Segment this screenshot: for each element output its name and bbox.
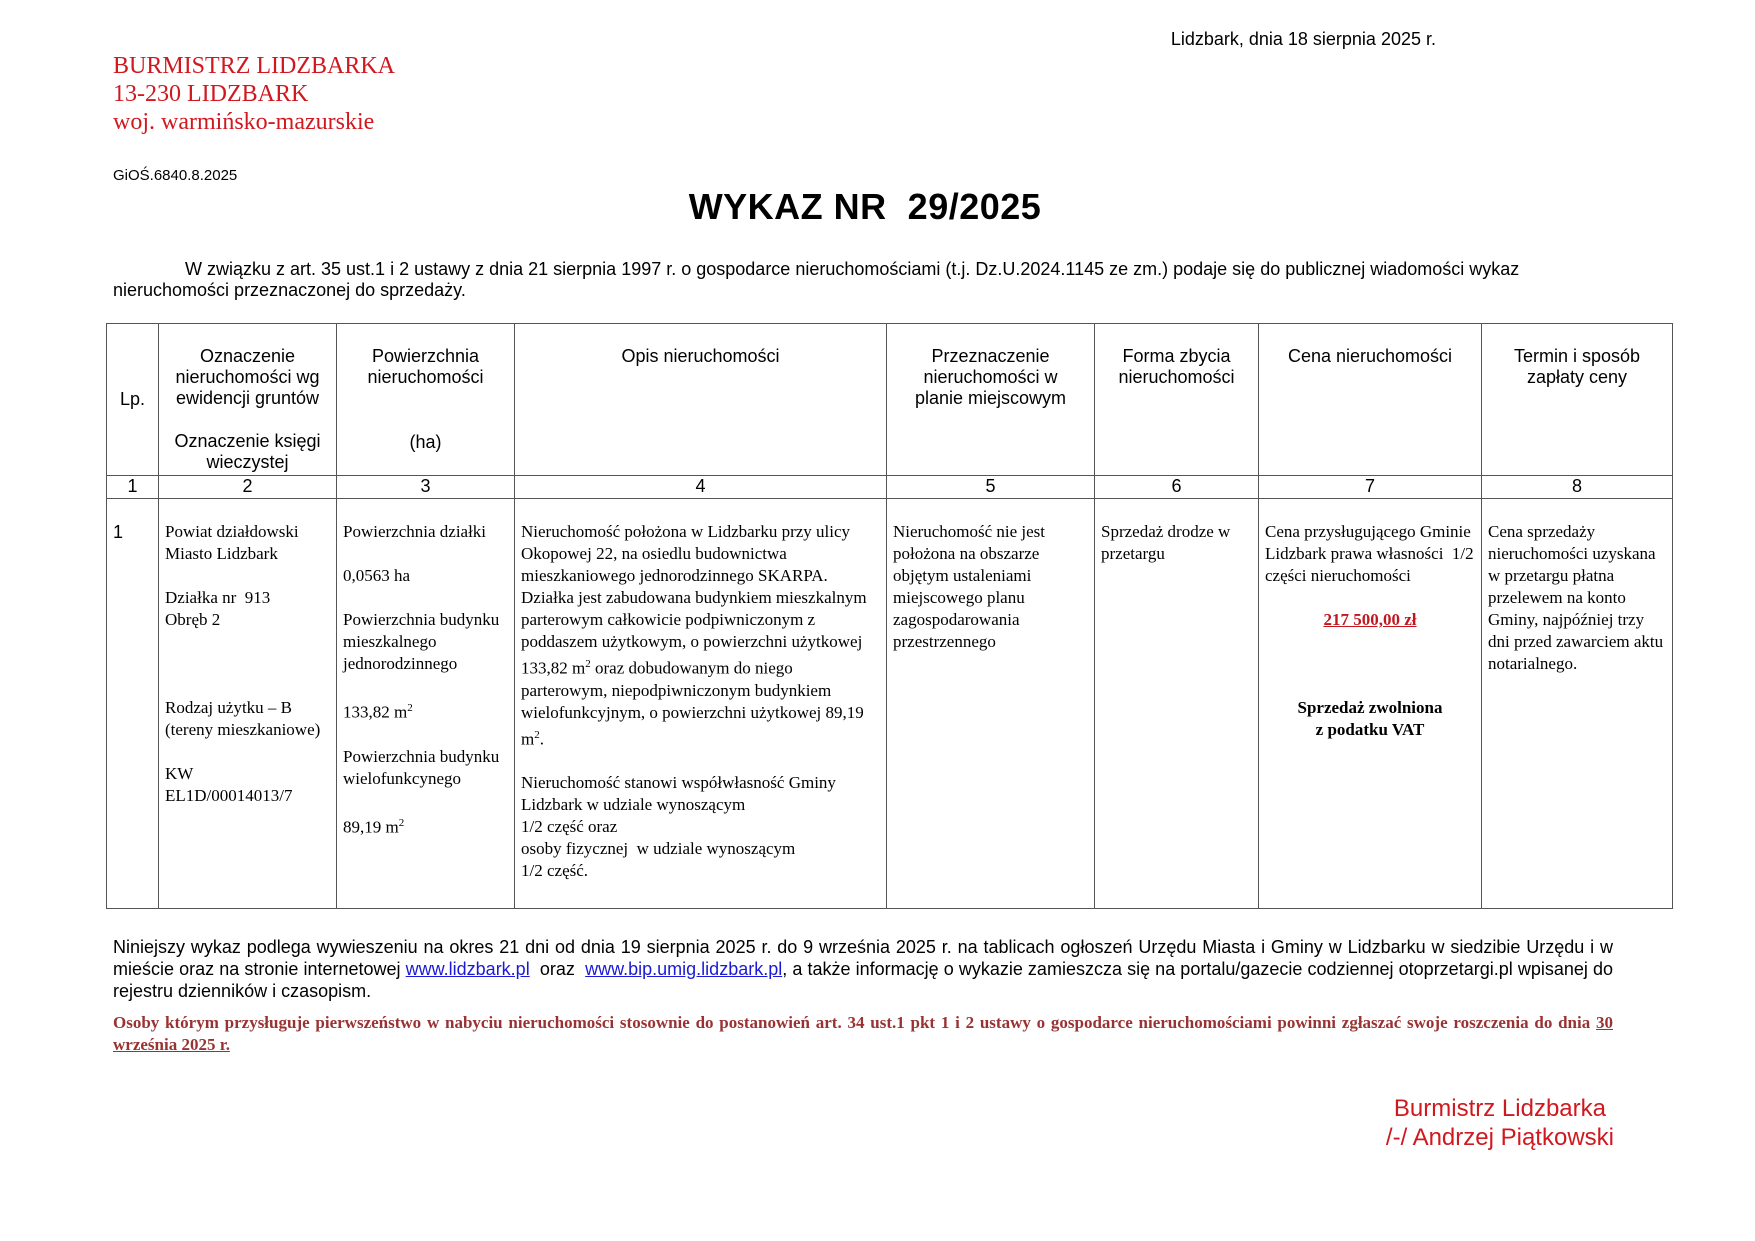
vat-exemption-line2: z podatku VAT bbox=[1315, 720, 1425, 739]
land-register-number: EL1D/00014013/7 bbox=[165, 786, 293, 805]
intro-paragraph bbox=[113, 259, 1593, 301]
intro-text: W związku z art. 35 ust.1 i 2 ustawy z dnia 21 sierpnia 1997 r. o gospodarce nieruchomościami (t.j. Dz.U.2024.1145 ze zm.) podaje się do publicznej wiadomości wykaz nieruchomości przeznaczonej do sprzedaży. bbox=[113, 259, 1520, 300]
column-number: 7 bbox=[1259, 476, 1482, 499]
document-date: Lidzbark, dnia 18 sierpnia 2025 r. bbox=[1170, 29, 1436, 49]
header-land-designation: Oznaczenie nieruchomości wg ewidencji gruntów Oznaczenie księgi wieczystej bbox=[159, 324, 337, 476]
signature-name: /-/ Andrzej Piątkowski bbox=[1385, 1124, 1614, 1151]
issuer-block bbox=[113, 52, 395, 136]
column-number: 5 bbox=[887, 476, 1095, 499]
document-title: WYKAZ NR 29/2025 bbox=[688, 186, 1042, 227]
column-number: 4 bbox=[515, 476, 887, 499]
table-row bbox=[107, 499, 1673, 909]
posting-notice: Niniejszy wykaz podlega wywieszeniu na okres 21 dni od dnia 19 sierpnia 2025 r. do 9 września 2025 r. na tablicach ogłoszeń Urzędu Miasta i Gminy w Lidzbarku w siedzibie Urzędu i w mieście oraz na stronie internetowej www.lidzbark.pl oraz www.bip.umig.lidzbark.pl, a także informację o wykazie zamieszcza się na portalu/gazecie codziennej otoprzetargi.pl wpisanej do rejestru dzienników i czasopism. bbox=[113, 937, 1613, 1001]
signature-block bbox=[1386, 1094, 1614, 1152]
property-table bbox=[106, 323, 1673, 909]
row-disposal-form: Sprzedaż drodze w przetargu bbox=[1095, 499, 1259, 909]
header-disposal-form: Forma zbycia nieruchomości bbox=[1095, 324, 1259, 476]
column-number: 3 bbox=[337, 476, 515, 499]
issuer-name: BURMISTRZ LIDZBARKA bbox=[113, 53, 396, 79]
column-number: 2 bbox=[159, 476, 337, 499]
priority-notice: Osoby którym przysługuje pierwszeństwo w nabyciu nieruchomości stosownie do postanowień art. 34 ust.1 pkt 1 i 2 ustawy o gospodarce nieruchomościami powinni zgłaszać swoje roszczenia do dnia 30 września 2025 r. bbox=[113, 1013, 1613, 1054]
link-bip[interactable]: www.bip.umig.lidzbark.pl bbox=[585, 959, 783, 979]
plot-area-value: 0,0563 ha bbox=[343, 566, 411, 585]
row-payment-terms: Cena sprzedaży nieruchomości uzyskana w przetargu płatna przelewem na konto Gminy, najpóźniej trzy dni przed zawarciem aktu notarialnego. bbox=[1482, 499, 1673, 909]
header-zoning: Przeznaczenie nieruchomości w planie miejscowym bbox=[887, 324, 1095, 476]
header-price: Cena nieruchomości bbox=[1259, 324, 1482, 476]
row-lp: 1 bbox=[107, 499, 159, 909]
header-lp: Lp. bbox=[107, 324, 159, 476]
row-area: Powierzchnia działki 0,0563 ha Powierzchnia budynku mieszkalnego jednorodzinnego 133,82 $m^2$ Powierzchnia budynku wielofunkcynego 89,19 $m^2$ bbox=[337, 499, 515, 909]
column-number: 8 bbox=[1482, 476, 1673, 499]
house-area-value: 133,82 $m^2$ bbox=[343, 702, 413, 722]
reference-number: GiOŚ.6840.8.2025 bbox=[113, 167, 238, 184]
row-land-designation: Powiat działdowski Miasto Lidzbark Działka nr 913 Obręb 2 Rodzaj użytku – B (tereny mieszkaniowe) KW EL1D/00014013/7 bbox=[159, 499, 337, 909]
issuer-postal-address: 13-230 LIDZBARK bbox=[113, 81, 309, 107]
header-area: Powierzchnia nieruchomości (ha) bbox=[337, 324, 515, 476]
row-zoning: Nieruchomość nie jest położona na obszarze objętym ustaleniami miejscowego planu zagospodarowania przestrzennego bbox=[887, 499, 1095, 909]
table-header-row bbox=[107, 324, 1673, 476]
column-number: 1 bbox=[107, 476, 159, 499]
link-lidzbark[interactable]: www.lidzbark.pl bbox=[405, 959, 530, 979]
column-number-row bbox=[107, 476, 1673, 499]
signature-title: Burmistrz Lidzbarka bbox=[1393, 1095, 1606, 1122]
priority-deadline: 30 września 2025 r. bbox=[113, 1013, 1613, 1054]
header-description: Opis nieruchomości bbox=[515, 324, 887, 476]
multi-building-area-value: 89,19 $m^2$ bbox=[343, 816, 405, 837]
issuer-voivodeship: woj. warmińsko-mazurskie bbox=[113, 109, 375, 135]
price-value: 217 500,00 zł bbox=[1323, 610, 1417, 629]
row-price: Cena przysługującego Gminie Lidzbark prawa własności 1/2 części nieruchomości 217 500,00 zł Sprzedaż zwolniona z podatku VAT bbox=[1259, 499, 1482, 909]
row-description: Nieruchomość położona w Lidzbarku przy ulicy Okopowej 22, na osiedlu budownictwa mieszkaniowego jednorodzinnego SKARPA. Działka jest zabudowana budynkiem mieszkalnym parterowym całkowicie podpiwniczonym z poddaszem użytkowym, o powierzchni użytkowej 133,82 $m^2$ oraz dobudowanym do niego parterowym, niepodpiwniczonym budynkiem wielofunkcyjnym, o powierzchni użytkowej 89,19 $m^2$. Nieruchomość stanowi współwłasność Gminy Lidzbark w udziale wynoszącym 1/2 część oraz osoby fizycznej w udziale wynoszącym 1/2 część. bbox=[515, 499, 887, 909]
vat-exemption-line1: Sprzedaż zwolniona bbox=[1297, 698, 1443, 717]
header-payment-terms: Termin i sposób zapłaty ceny bbox=[1482, 324, 1673, 476]
column-number: 6 bbox=[1095, 476, 1259, 499]
